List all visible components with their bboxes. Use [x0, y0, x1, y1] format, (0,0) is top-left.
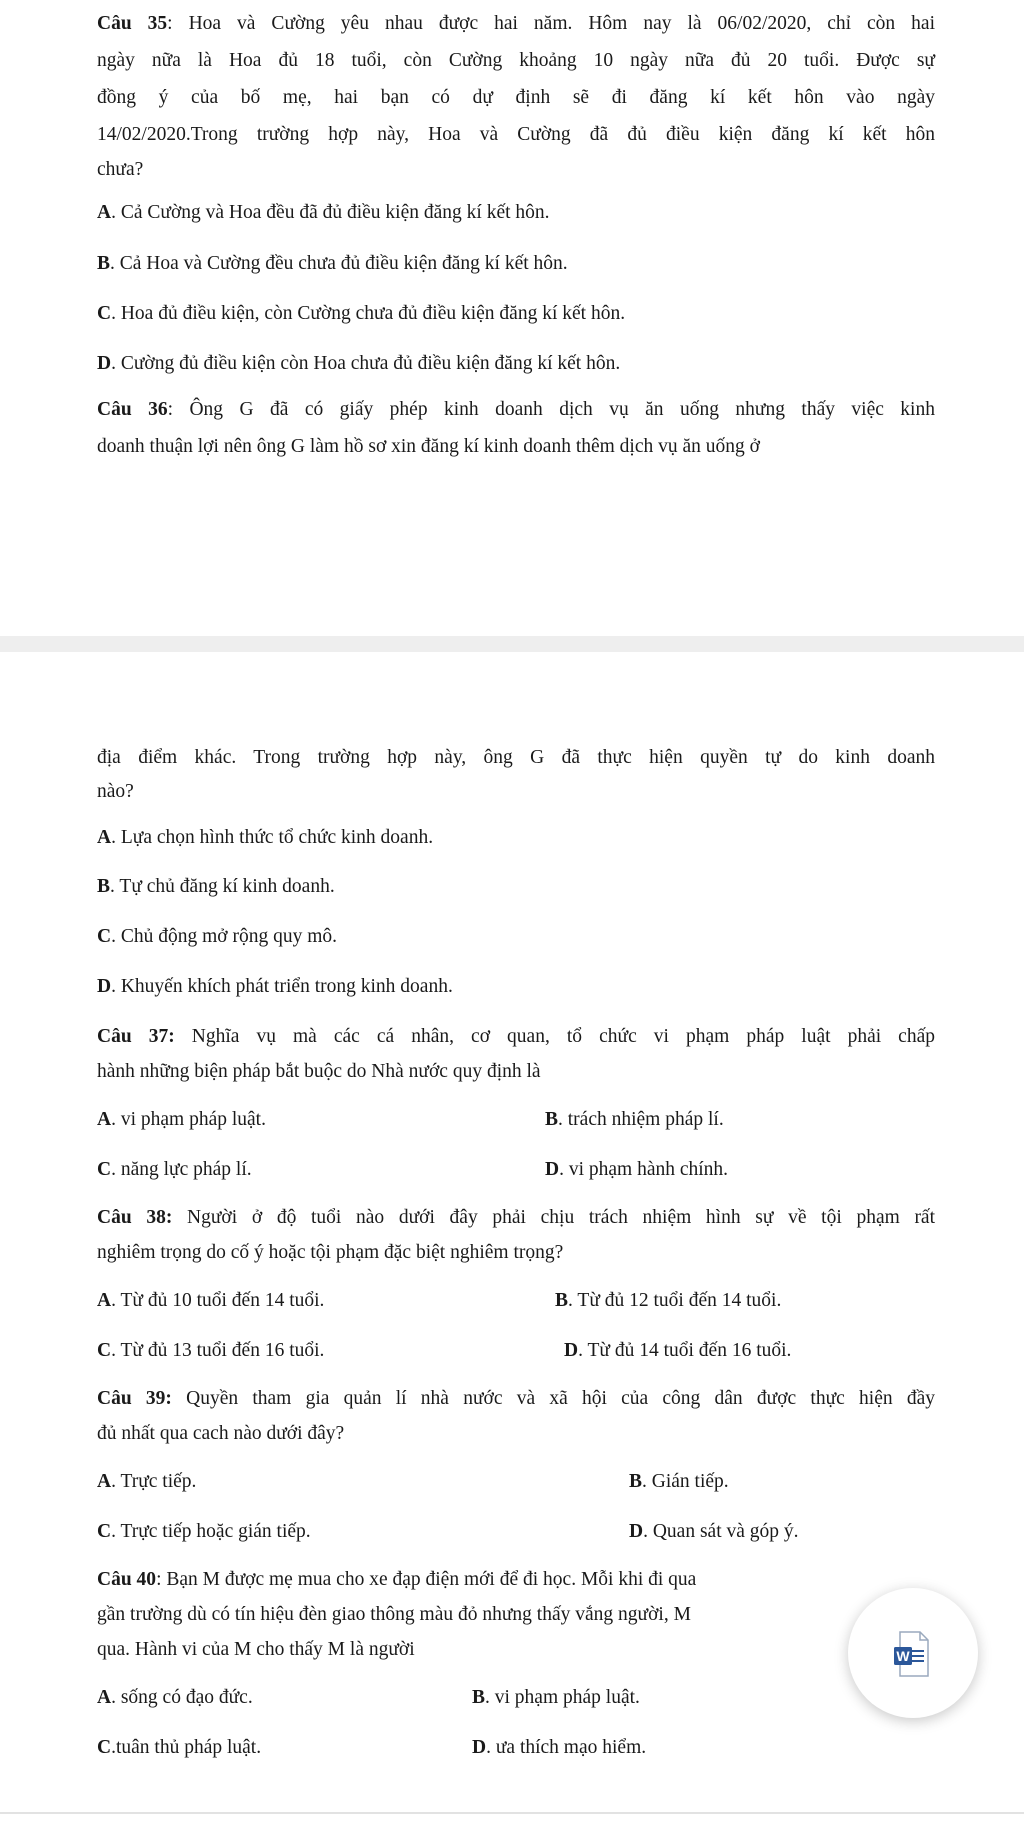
- page-bottom-rule: [0, 1812, 1024, 1814]
- q38-number: Câu 38:: [97, 1207, 173, 1228]
- word-fab-button[interactable]: [848, 1588, 978, 1718]
- q40-option-c: C.tuân thủ pháp luật.: [97, 1737, 262, 1758]
- q35-stem-line-4: 14/02/2020.Trong trường hợp này, Hoa và Cường đã đủ điều kiện đăng kí kết hôn: [97, 124, 935, 145]
- q35-option-c: C. Hoa đủ điều kiện, còn Cường chưa đủ điều kiện đăng kí kết hôn.: [97, 303, 626, 324]
- q37-number: Câu 37:: [97, 1026, 175, 1047]
- q37-stem-line-2: hành những biện pháp bắt buộc do Nhà nước quy định là: [97, 1061, 541, 1082]
- q35-stem-line-3: đồng ý của bố mẹ, hai bạn có dự định sẽ đi đăng kí kết hôn vào ngày: [97, 87, 935, 108]
- q35-option-d: D. Cường đủ điều kiện còn Hoa chưa đủ điều kiện đăng kí kết hôn.: [97, 353, 621, 374]
- q36-stem-line-2: doanh thuận lợi nên ông G làm hồ sơ xin đăng kí kinh doanh thêm dịch vụ ăn uống ở: [97, 436, 760, 457]
- q37-option-b: B. trách nhiệm pháp lí.: [545, 1109, 724, 1130]
- q36-option-c: C. Chủ động mở rộng quy mô.: [97, 926, 337, 947]
- q39-option-d: D. Quan sát và góp ý.: [629, 1521, 799, 1542]
- q37-option-d: D. vi phạm hành chính.: [545, 1159, 729, 1180]
- q40-number: Câu 40: [97, 1569, 157, 1590]
- q40-option-a: A. sống có đạo đức.: [97, 1687, 253, 1708]
- q36-stem-line-4: nào?: [97, 781, 134, 802]
- q40-stem-line-1: Câu 40: Bạn M được mẹ mua cho xe đạp điện mới để đi học. Mỗi khi đi qua: [97, 1569, 697, 1590]
- q39-option-a: A. Trực tiếp.: [97, 1471, 197, 1492]
- q39-number: Câu 39:: [97, 1388, 172, 1409]
- q36-option-b: B. Tự chủ đăng kí kinh doanh.: [97, 876, 335, 897]
- q35-stem-line-5: chưa?: [97, 159, 144, 180]
- q35-stem-line-1: Câu 35: Hoa và Cường yêu nhau được hai năm. Hôm nay là 06/02/2020, chỉ còn hai: [97, 13, 935, 34]
- q40-option-b: B. vi phạm pháp luật.: [472, 1687, 640, 1708]
- q39-stem-line-2: đủ nhất qua cach nào dưới đây?: [97, 1423, 345, 1444]
- q39-option-b: B. Gián tiếp.: [629, 1471, 729, 1492]
- q39-stem-line-1: Câu 39: Quyền tham gia quản lí nhà nước và xã hội của công dân được thực hiện đầy: [97, 1388, 935, 1409]
- q35-stem-line-2: ngày nữa là Hoa đủ 18 tuổi, còn Cường khoảng 10 ngày nữa đủ 20 tuổi. Được sự: [97, 50, 935, 71]
- q38-option-d: D. Từ đủ 14 tuổi đến 16 tuổi.: [564, 1340, 792, 1361]
- q38-option-b: B. Từ đủ 12 tuổi đến 14 tuổi.: [555, 1290, 782, 1311]
- q40-stem-line-3: qua. Hành vi của M cho thấy M là người: [97, 1639, 415, 1660]
- q38-option-c: C. Từ đủ 13 tuổi đến 16 tuổi.: [97, 1340, 325, 1361]
- q35-option-b: B. Cả Hoa và Cường đều chưa đủ điều kiện đăng kí kết hôn.: [97, 253, 568, 274]
- q37-stem-line-1: Câu 37: Nghĩa vụ mà các cá nhân, cơ quan, tổ chức vi phạm pháp luật phải chấp: [97, 1026, 935, 1047]
- q39-option-c: C. Trực tiếp hoặc gián tiếp.: [97, 1521, 311, 1542]
- q36-option-a: A. Lựa chọn hình thức tổ chức kinh doanh.: [97, 827, 434, 848]
- word-letter: W: [896, 1648, 910, 1664]
- q40-option-d: D. ưa thích mạo hiểm.: [472, 1737, 647, 1758]
- q36-option-d: D. Khuyến khích phát triển trong kinh doanh.: [97, 976, 453, 997]
- q36-stem-line-1: Câu 36: Ông G đã có giấy phép kinh doanh dịch vụ ăn uống nhưng thấy việc kinh: [97, 399, 935, 420]
- q38-stem-line-1: Câu 38: Người ở độ tuổi nào dưới đây phải chịu trách nhiệm hình sự về tội phạm rất: [97, 1207, 936, 1228]
- q36-number: Câu 36: [97, 399, 168, 420]
- q37-option-a: A. vi phạm pháp luật.: [97, 1109, 266, 1130]
- q35-option-a: A. Cả Cường và Hoa đều đã đủ điều kiện đăng kí kết hôn.: [97, 202, 550, 223]
- q38-stem-line-2: nghiêm trọng do cố ý hoặc tội phạm đặc biệt nghiêm trọng?: [97, 1242, 564, 1263]
- word-document-icon: [894, 1624, 932, 1684]
- q38-option-a: A. Từ đủ 10 tuổi đến 14 tuổi.: [97, 1290, 325, 1311]
- q35-number: Câu 35: [97, 13, 168, 34]
- q36-stem-line-3: địa điểm khác. Trong trường hợp này, ông G đã thực hiện quyền tự do kinh doanh: [97, 747, 935, 768]
- q37-option-c: C. năng lực pháp lí.: [97, 1159, 252, 1180]
- q40-stem-line-2: gần trường dù có tín hiệu đèn giao thông màu đỏ nhưng thấy vắng người, M: [97, 1604, 691, 1625]
